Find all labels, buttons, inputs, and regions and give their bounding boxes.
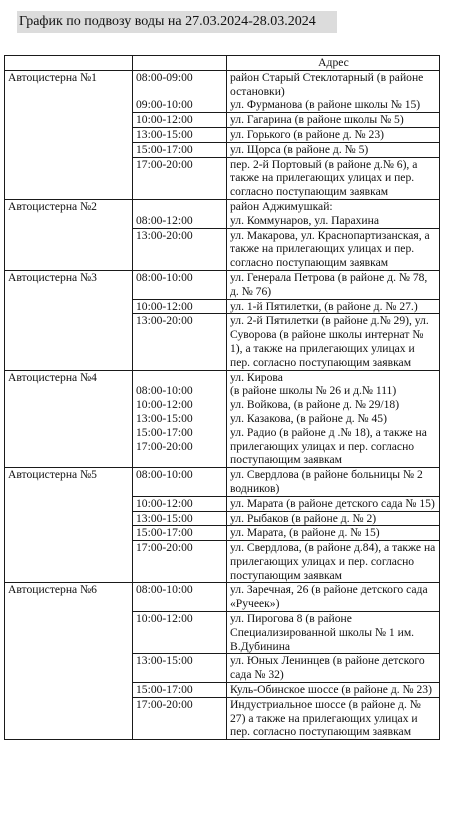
address-cell xyxy=(227,496,440,511)
time-cell xyxy=(133,314,227,370)
address-text: пер. 2-й Портовый (в районе д.№ 6), а также на прилегающих улицах и пер. согласно поступающим заявкам xyxy=(230,157,418,199)
time-slot: 08:00-10:00 xyxy=(136,270,193,284)
address-text: ул. 1-й Пятилетки, (в районе д. № 27.) xyxy=(230,299,418,313)
address-text: ул. 2-й Пятилетки (в районе д.№ 29), ул. Суворова (в районе школы интернат № 1), а также на прилегающих улицах и пер. согласно поступающим заявкам xyxy=(230,314,429,369)
time-slot: 08:00-12:00 xyxy=(136,213,193,227)
address-cell xyxy=(227,157,440,199)
address-cell xyxy=(227,299,440,314)
address-cell xyxy=(227,583,440,612)
time-slot xyxy=(136,371,224,385)
address-cell xyxy=(227,511,440,526)
time-slot: 10:00-12:00 xyxy=(136,113,193,127)
time-cell xyxy=(133,612,227,654)
address-text: ул. Гагарина (в районе школы № 5) xyxy=(230,113,404,127)
address-cell xyxy=(227,654,440,683)
time-slot xyxy=(136,200,224,214)
address-text: ул. Свердлова, (в районе д.84), а также на прилегающих улицах и пер. согласно поступающим заявкам xyxy=(230,541,436,582)
address-cell xyxy=(227,468,440,497)
address-cell xyxy=(227,199,440,228)
time-cell xyxy=(133,526,227,541)
time-cell xyxy=(133,697,227,739)
table-row xyxy=(5,468,440,497)
time-slot: 13:00-15:00 xyxy=(136,511,193,525)
address-text: Индустриальное шоссе (в районе д. № 27) а также на прилегающих улицах и пер. согласно поступающим заявкам xyxy=(230,697,421,739)
address-cell xyxy=(227,526,440,541)
address-cell xyxy=(227,541,440,583)
time-slot: 13:00-20:00 xyxy=(136,314,193,328)
time-slot: 08:00-10:00 xyxy=(136,384,193,398)
address-cell xyxy=(227,228,440,270)
time-cell xyxy=(133,683,227,698)
time-slot: 08:00-09:00 xyxy=(136,70,193,84)
time-slot: 15:00-17:00 xyxy=(136,142,193,156)
time-cell xyxy=(133,142,227,157)
time-slot: 13:00-15:00 xyxy=(136,411,193,425)
address-text: ул. Горького (в районе д. № 23) xyxy=(230,127,384,141)
schedule-body xyxy=(5,70,440,739)
address-cell xyxy=(227,127,440,142)
time-cell xyxy=(133,541,227,583)
address-cell xyxy=(227,683,440,698)
time-slot: 09:00-10:00 xyxy=(136,98,193,112)
address-cell xyxy=(227,370,440,468)
time-cell xyxy=(133,583,227,612)
address-text: ул. Пирогова 8 (в районе Специализированной школы № 1 им. В.Дубинина xyxy=(230,612,415,653)
address-cell xyxy=(227,314,440,370)
page-title: График по подвозу воды на 27.03.2024-28.03.2024 xyxy=(17,11,337,33)
time-slot xyxy=(136,85,224,99)
time-slot: 10:00-12:00 xyxy=(136,299,193,313)
header-address: Адрес xyxy=(227,56,440,71)
truck-name: Автоцистерна №6 xyxy=(5,583,133,740)
time-slot: 08:00-10:00 xyxy=(136,468,193,482)
address-text: ул. Свердлова (в районе больницы № 2 водников) xyxy=(230,468,423,495)
address-text: ул. Щорса (в районе д. № 5) xyxy=(230,142,369,156)
truck-name: Автоцистерна №1 xyxy=(5,70,133,199)
time-slot: 15:00-17:00 xyxy=(136,683,193,697)
time-slot: 10:00-12:00 xyxy=(136,398,193,412)
time-slot: 15:00-17:00 xyxy=(136,425,193,439)
truck-name: Автоцистерна №2 xyxy=(5,199,133,270)
address-text: ул. Кирова (в районе школы № 26 и д.№ 111) ул. Войкова, (в районе д. № 29/18) ул. Казакова, (в районе д. № 45) ул. Радио (в районе д .№ 18), а также на прилегающих улицах и пер. согласно поступающим заявкам xyxy=(230,370,427,467)
time-cell xyxy=(133,228,227,270)
address-text: ул. Макарова, ул. Краснопартизанская, а также на прилегающих улицах и пер. согласно поступающим заявкам xyxy=(230,228,430,270)
address-cell xyxy=(227,70,440,112)
time-slot: 15:00-17:00 xyxy=(136,526,193,540)
time-cell xyxy=(133,270,227,299)
address-text: ул. Рыбаков (в районе д. № 2) xyxy=(230,511,377,525)
time-cell xyxy=(133,468,227,497)
table-row xyxy=(5,70,440,112)
table-row xyxy=(5,370,440,468)
time-slot: 17:00-20:00 xyxy=(136,541,193,555)
header-empty-cell xyxy=(5,56,133,71)
truck-name: Автоцистерна №4 xyxy=(5,370,133,468)
table-row xyxy=(5,270,440,299)
time-slot: 10:00-12:00 xyxy=(136,496,193,510)
time-slot: 13:00-15:00 xyxy=(136,127,193,141)
address-text: ул. Марата (в районе детского сада № 15) xyxy=(230,496,435,510)
address-text: ул. Генерала Петрова (в районе д. № 78, д. № 76) xyxy=(230,270,428,298)
time-slot: 10:00-12:00 xyxy=(136,612,193,626)
address-cell xyxy=(227,612,440,654)
address-cell xyxy=(227,142,440,157)
time-cell xyxy=(133,127,227,142)
address-cell xyxy=(227,697,440,739)
address-text: район Аджимушкай: ул. Коммунаров, ул. Парахина xyxy=(230,199,379,227)
time-cell xyxy=(133,199,227,228)
time-cell xyxy=(133,370,227,468)
water-delivery-schedule-table xyxy=(4,55,440,740)
time-cell xyxy=(133,511,227,526)
time-cell xyxy=(133,496,227,511)
address-cell xyxy=(227,113,440,128)
truck-name: Автоцистерна №3 xyxy=(5,270,133,370)
time-cell xyxy=(133,299,227,314)
time-cell xyxy=(133,157,227,199)
time-cell xyxy=(133,70,227,112)
address-text: ул. Юных Ленинцев (в районе детского сада № 32) xyxy=(230,654,425,682)
address-text: ул. Заречная, 26 (в районе детского сада «Ручеек») xyxy=(230,583,428,611)
truck-name: Автоцистерна №5 xyxy=(5,468,133,583)
table-row xyxy=(5,199,440,228)
table-header-row xyxy=(5,56,440,71)
time-slot: 17:00-20:00 xyxy=(136,697,193,711)
address-text: ул. Марата, (в районе д. № 15) xyxy=(230,526,380,540)
address-text: район Старый Стеклотарный (в районе остановки) ул. Фурманова (в районе школы № 15) xyxy=(230,70,424,112)
time-slot: 17:00-20:00 xyxy=(136,439,193,453)
time-cell xyxy=(133,654,227,683)
time-slot: 17:00-20:00 xyxy=(136,157,193,171)
time-cell xyxy=(133,113,227,128)
time-slot: 08:00-10:00 xyxy=(136,583,193,597)
address-text: Куль-Обинское шоссе (в районе д. № 23) xyxy=(230,683,432,697)
time-slot: 13:00-20:00 xyxy=(136,228,193,242)
address-cell xyxy=(227,270,440,299)
header-empty-cell xyxy=(133,56,227,71)
table-row xyxy=(5,583,440,612)
time-slot: 13:00-15:00 xyxy=(136,654,193,668)
